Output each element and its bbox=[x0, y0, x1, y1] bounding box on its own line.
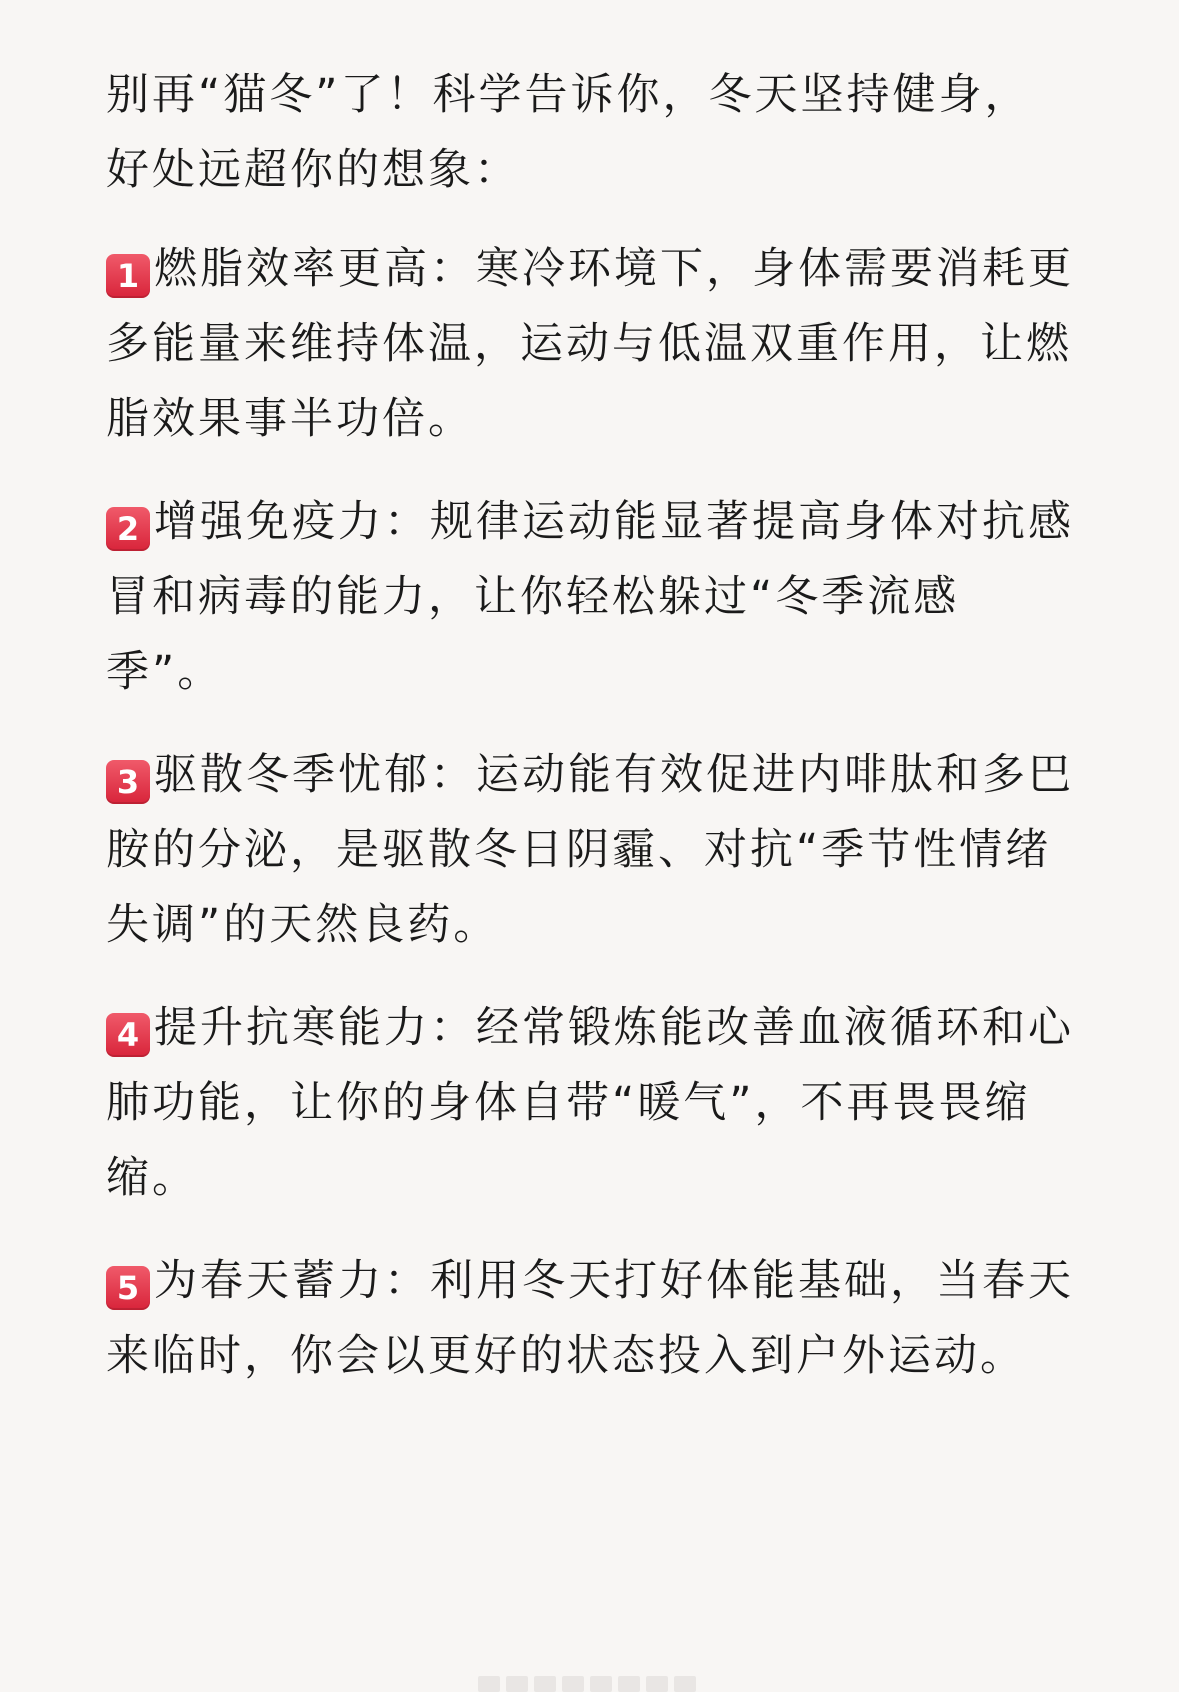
benefit-body: 运动能有效促进内啡肽和多巴胺的分泌，是驱散冬日阴霾、对抗“季节性情绪失调”的天然良药。 bbox=[106, 750, 1074, 950]
benefit-item-3 bbox=[106, 738, 1076, 963]
intro-paragraph: 别再“猫冬”了！科学告诉你，冬天坚持健身，好处远超你的想象： bbox=[106, 70, 1031, 195]
benefit-title: 提升抗寒能力： bbox=[154, 1003, 476, 1053]
benefit-title: 驱散冬季忧郁： bbox=[154, 750, 476, 800]
post-content bbox=[106, 58, 1076, 1422]
benefit-item-5 bbox=[106, 1244, 1076, 1394]
benefit-title: 燃脂效率更高： bbox=[154, 244, 476, 294]
benefit-body: 经常锻炼能改善血液循环和心肺功能，让你的身体自带“暖气”，不再畏畏缩缩。 bbox=[106, 1003, 1074, 1203]
benefit-body: 寒冷环境下，身体需要消耗更多能量来维持体温，运动与低温双重作用，让燃脂效果事半功倍。 bbox=[106, 244, 1074, 444]
number-3-icon: 3 bbox=[106, 760, 150, 804]
benefit-item-4 bbox=[106, 991, 1076, 1216]
benefit-title: 为春天蓄力： bbox=[154, 1256, 430, 1306]
benefit-item-2 bbox=[106, 485, 1076, 710]
number-1-icon: 1 bbox=[106, 254, 150, 298]
watermark-mark bbox=[478, 1676, 702, 1692]
benefit-item-1 bbox=[106, 232, 1076, 457]
benefit-title: 增强免疫力： bbox=[154, 497, 430, 547]
benefit-body: 利用冬天打好体能基础，当春天来临时，你会以更好的状态投入到户外运动。 bbox=[106, 1256, 1074, 1381]
number-2-icon: 2 bbox=[106, 507, 150, 551]
number-5-icon: 5 bbox=[106, 1266, 150, 1310]
number-4-icon: 4 bbox=[106, 1013, 150, 1057]
benefit-body: 规律运动能显著提高身体对抗感冒和病毒的能力，让你轻松躲过“冬季流感季”。 bbox=[106, 497, 1074, 697]
